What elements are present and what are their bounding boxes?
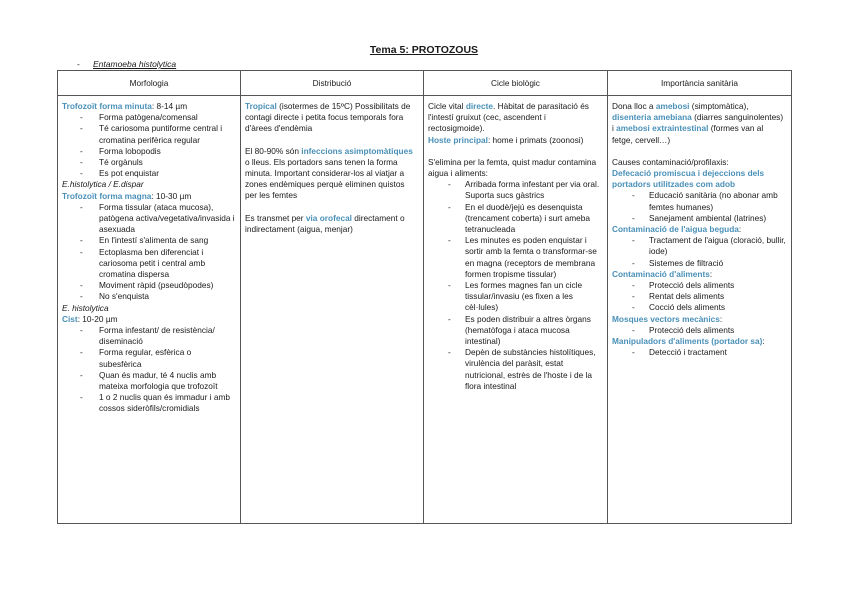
cell-importancia <box>608 96 792 524</box>
list-item: - Es pot enquistar <box>62 168 235 179</box>
bullet-dash: - <box>77 59 80 69</box>
section-list <box>612 190 786 224</box>
list-item: - Es poden distribuir a altres òrgans (hematòfoga i ataca mucosa intestinal) <box>428 314 602 348</box>
section-list <box>612 347 786 358</box>
text-span: o lleus. Els portadors sans tenen la forma minuta. Important considerar-los al viatjar a zones endèmiques perquè eliminen quistos per les femtes <box>245 156 405 201</box>
list-item: - Té orgànuls <box>62 157 235 168</box>
list-item: - Quan és madur, té 4 nuclis amb mateixa morfologia que trofozoït <box>62 370 235 392</box>
header-row <box>58 71 792 96</box>
list-item: - En el duodè/jejú es desenquista (trencament coberta) i surt ameba tetranucleada <box>428 202 602 236</box>
section-list <box>612 325 786 336</box>
list-item: - Les minutes es poden enquistar i sortir amb la femta o transformar-se en magna (receptors de membrana formen tropisme tissular) <box>428 235 602 280</box>
cist-label: Cist <box>62 313 78 324</box>
minuta-size: : 8-14 µm <box>151 101 188 111</box>
list-item: - Forma lobopodis <box>62 146 235 157</box>
list-item: - Sistemes de filtració <box>612 258 786 269</box>
header-importancia: Importància sanitària <box>608 71 792 96</box>
text-span: (simptomàtica), <box>689 101 749 111</box>
cell-morfologia <box>58 96 241 524</box>
section-label: Contaminació d'aliments <box>612 268 710 279</box>
list-item: - Té cariosoma puntiforme central i cromatina perifèrica regular <box>62 123 235 145</box>
list-item: - Rentat dels aliments <box>612 291 786 302</box>
cell-distribucio <box>241 96 424 524</box>
list-item: - Forma infestant/ de resistència/ diseminació <box>62 325 235 347</box>
magna-list <box>62 202 235 303</box>
page-title: Tema 5: PROTOZOUS <box>369 44 479 56</box>
causes-heading: Causes contaminació/profilaxis: <box>612 156 729 167</box>
section-heading: Contaminació de l'aigua beguda: <box>612 224 742 235</box>
list-item: - Educació sanitària (no abonar amb femtes humanes) <box>612 190 786 212</box>
disenteria-label: disenteria amebiana <box>612 112 692 123</box>
magna-label: Trofozoït forma magna <box>62 190 152 201</box>
text-span: (formes van al fetge, cervell…) <box>612 123 764 145</box>
cist-list <box>62 325 235 415</box>
section-label: Manipuladors d'aliments (portador sa) <box>612 336 763 347</box>
cist-heading <box>62 314 235 325</box>
text-span: Es transmet per <box>245 212 306 223</box>
list-item: - Moviment ràpid (pseudòpodes) <box>62 280 235 291</box>
elimination-paragraph: S'elimina per la femta, quist madur contamina aigua i aliments: <box>428 156 597 179</box>
text-span: Dona lloc a <box>612 101 656 111</box>
list-item: - Depèn de substàncies histolítiques, virulència del paràsit, estat nutricional, estrès de l'hoste i de la flora intestinal <box>428 347 602 392</box>
list-item: - Forma regular, esfèrica o subesfèrica <box>62 347 235 369</box>
cell-cicle <box>424 96 608 524</box>
asymptomatic-paragraph <box>245 146 418 202</box>
text-span: . Hàbitat de parasitació és l'intestí gruixut (cec, ascendent i rectosigmoide). <box>428 101 589 134</box>
extraintestinal-label: amebosi extraintestinal <box>616 123 709 134</box>
section-heading: Manipuladors d'aliments (portador sa): <box>612 336 765 347</box>
list-item: - Les formes magnes fan un cicle tissular/invasiu (es fixen a les cèl·lules) <box>428 280 602 314</box>
text-span: : home i primats (zoonosi) <box>487 134 584 145</box>
list-item: - Forma patògena/comensal <box>62 112 235 123</box>
section-heading: Contaminació d'aliments: <box>612 268 713 279</box>
host-label: Hoste principal <box>428 134 488 145</box>
section-label: Mosques vectors mecànics <box>612 313 720 324</box>
disease-paragraph <box>612 101 786 146</box>
tropical-label: Tropical <box>245 101 277 111</box>
section-heading: Defecació promiscua i dejeccions dels portadors utilitzades com adob <box>612 168 765 190</box>
host-paragraph <box>428 135 602 146</box>
content-row <box>58 96 792 524</box>
list-item: - Ectoplasma ben diferenciat i cariosoma petit i central amb cromatina dispersa <box>62 247 235 281</box>
list-item: - Sanejament ambiental (latrines) <box>612 213 786 224</box>
list-item: - No s'enquista <box>62 291 235 302</box>
cycle-list <box>428 179 602 392</box>
cycle-paragraph <box>428 101 602 135</box>
protozoa-table <box>57 70 792 524</box>
orofecal-label: via orofecal <box>305 212 352 223</box>
text-span: Cicle vital <box>428 101 466 111</box>
list-item: - 1 o 2 nuclis quan és immadur i amb cossos sideròfils/cromidials <box>62 392 235 414</box>
list-item: - Protecció dels aliments <box>612 280 786 291</box>
magna-size: : 10-30 µm <box>151 190 192 201</box>
header-cicle: Cicle biològic <box>424 71 608 96</box>
header-morfologia: Morfologia <box>58 71 241 96</box>
magna-heading <box>62 191 235 202</box>
list-item: - Forma tissular (ataca mucosa), patògena activa/vegetativa/invasida i asexuada <box>62 202 235 236</box>
list-item: - Tractament de l'aigua (cloració, bullir, iode) <box>612 235 786 257</box>
minuta-label: Trofozoït forma minuta <box>62 101 152 111</box>
minuta-heading <box>62 101 235 112</box>
list-item: - Detecció i tractament <box>612 347 786 358</box>
subject-name: Entamoeba histolytica <box>93 59 177 69</box>
transmission-paragraph <box>245 213 418 235</box>
direct-label: directe <box>465 101 494 111</box>
section-label: Contaminació de l'aigua beguda <box>612 224 739 235</box>
species-name: E. histolytica <box>62 302 109 313</box>
amebosi-label: amebosi <box>655 101 690 111</box>
section-list <box>612 235 786 269</box>
subject-line <box>77 59 176 69</box>
text-span: (diarres sanguinolentes) i <box>612 112 784 134</box>
tropical-paragraph <box>245 101 418 135</box>
section-heading: Mosques vectors mecànics: <box>612 313 723 324</box>
text-span: El 80-90% són <box>245 145 302 156</box>
list-item: - Protecció dels aliments <box>612 325 786 336</box>
cist-size: : 10-20 µm <box>77 313 118 324</box>
section-list <box>612 280 786 314</box>
list-item: - Arribada forma infestant per via oral. Suporta sucs gàstrics <box>428 179 602 201</box>
list-item: - En l'intestí s'alimenta de sang <box>62 235 235 246</box>
text-span: directament o indirectament (aigua, menjar) <box>245 212 405 234</box>
species-pair: E.histolytica / E.dispar <box>62 179 144 190</box>
header-distribucio: Distribució <box>241 71 424 96</box>
minuta-list <box>62 112 235 179</box>
asymptomatic-label: infeccions asimptomàtiques <box>301 145 413 156</box>
list-item: - Cocció dels aliments <box>612 302 786 313</box>
tropical-text: (isotermes de 15ºC) Possibilitats de contagi directe i petita focus temporals fora d'àrees d'endèmia <box>245 101 411 134</box>
